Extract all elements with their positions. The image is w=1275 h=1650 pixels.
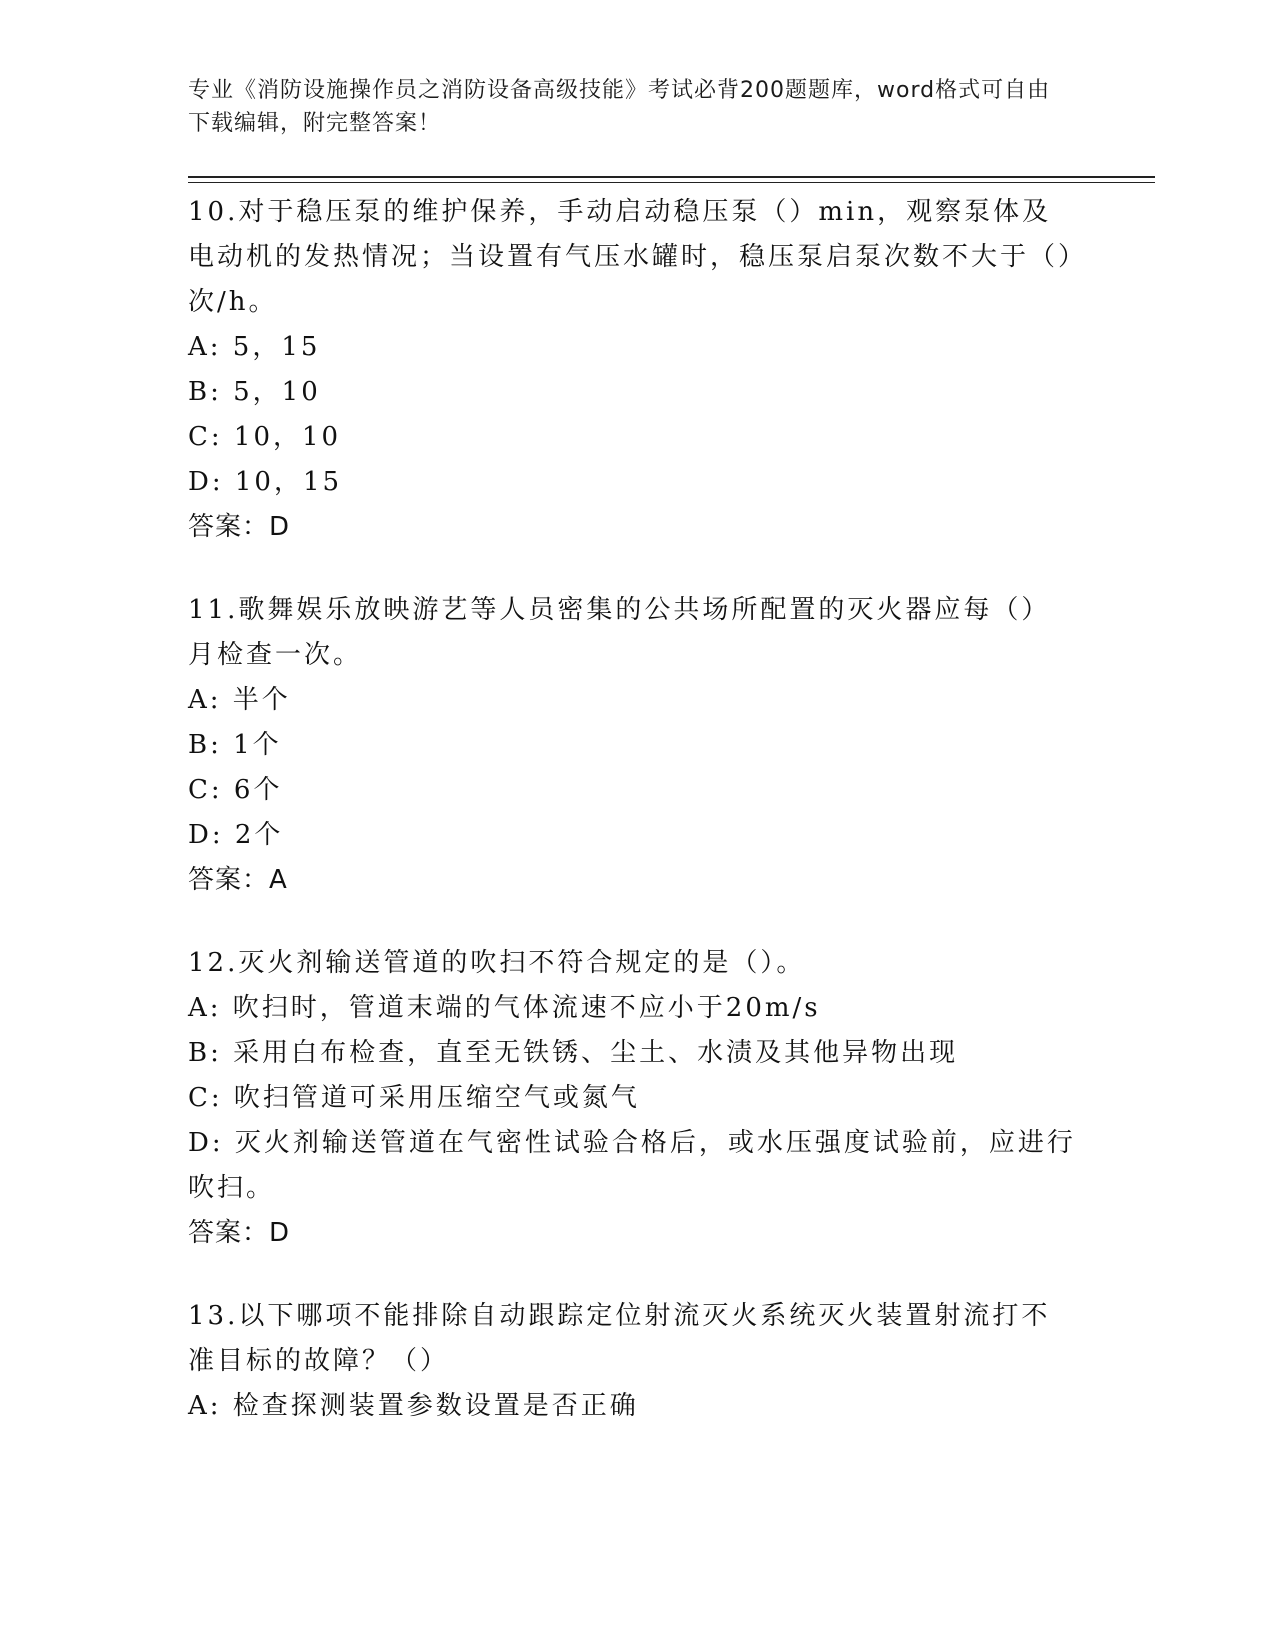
answer-label: 答案： — [188, 1218, 270, 1248]
option-a: A: 5，15 — [188, 332, 321, 362]
answer-line — [188, 505, 1078, 550]
answer-value: D — [269, 1218, 291, 1248]
question-12 — [188, 941, 1078, 1256]
answer-label: 答案： — [188, 512, 270, 542]
answer-value: D — [269, 512, 291, 542]
option-c: C: 6个 — [188, 775, 283, 805]
question-list — [188, 190, 1078, 1467]
option-c: C: 吹扫管道可采用压缩空气或氮气 — [188, 1083, 640, 1113]
option-d: D: 灭火剂输送管道在气密性试验合格后，或水压强度试验前，应进行吹扫。 — [188, 1128, 1076, 1203]
option-a: A: 半个 — [188, 685, 291, 715]
option-d: D: 2个 — [188, 820, 284, 850]
document-header: 专业《消防设施操作员之消防设备高级技能》考试必背200题题库，word格式可自由下载编辑，附完整答案！ — [188, 78, 1051, 136]
option-b: B: 1个 — [188, 730, 282, 760]
header-rule-thin — [188, 182, 1155, 183]
question-13 — [188, 1294, 1078, 1429]
header-rule-thick — [188, 176, 1155, 178]
option-a: A: 吹扫时，管道末端的气体流速不应小于20m/s — [188, 993, 821, 1023]
option-c: C: 10，10 — [188, 422, 342, 452]
answer-line — [188, 858, 1078, 903]
option-b: B: 5，10 — [188, 377, 321, 407]
question-11 — [188, 588, 1078, 903]
option-a: A: 检查探测装置参数设置是否正确 — [188, 1391, 639, 1421]
answer-line — [188, 1211, 1078, 1256]
option-d: D: 10，15 — [188, 467, 343, 497]
question-stem: 10.对于稳压泵的维护保养，手动启动稳压泵（）min，观察泵体及电动机的发热情况；当设置有气压水罐时，稳压泵启泵次数不大于（）次/h。 — [188, 197, 1075, 317]
answer-label: 答案： — [188, 865, 270, 895]
option-b: B: 采用白布检查，直至无铁锈、尘土、水渍及其他异物出现 — [188, 1038, 959, 1068]
answer-value: A — [269, 865, 288, 895]
question-stem: 11.歌舞娱乐放映游艺等人员密集的公共场所配置的灭火器应每（）月检查一次。 — [188, 595, 1051, 670]
question-stem: 13.以下哪项不能排除自动跟踪定位射流灭火系统灭火装置射流打不准目标的故障？（） — [188, 1301, 1051, 1376]
question-stem: 12.灭火剂输送管道的吹扫不符合规定的是（）。 — [188, 948, 806, 978]
question-10 — [188, 190, 1078, 550]
